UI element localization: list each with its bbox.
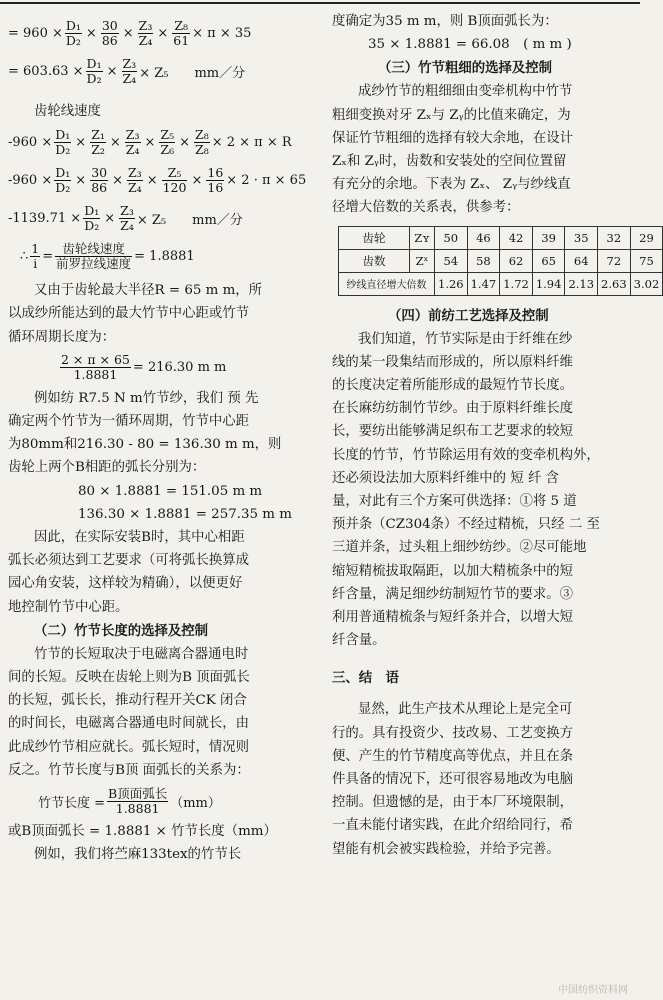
table-cell: 2.63 (598, 272, 631, 295)
gear-speed-label: 齿轮线速度 (34, 104, 101, 119)
table-cell: 54 (435, 249, 468, 272)
top-rule (0, 2, 640, 4)
text-line: 以成纱所能达到的最大竹节中心距或竹节 (8, 306, 250, 322)
text-line: 的长短，弧长长，推动行程开关CK 闭合 (8, 693, 247, 709)
text-line: 利用普通精梳条与短纤条并合，以增大短 (332, 610, 574, 626)
text-line: 预并条（CZ304条）不经过精梳，只经 二 至 (332, 517, 600, 533)
calc-line: 80 × 1.8881 = 151.05 m m (78, 483, 263, 499)
text-line: 长，要纺出能够满足织布工艺要求的较短 (332, 424, 574, 440)
table-cell: 1.94 (532, 272, 565, 295)
text-line: 弧长必须达到工艺要求（可将弧长换算成 (8, 553, 250, 569)
text-line: 又由于齿轮最大半径R = 65 m m，所 (34, 283, 263, 299)
table-cell: 39 (532, 226, 565, 249)
section-heading-3: （三）竹节粗细的选择及控制 (378, 60, 553, 77)
text-line: 纤含量，满足细纱纺制短竹节的要求。③ (332, 586, 574, 602)
section-heading-conclusion: 三、结 语 (332, 670, 399, 687)
paragraph-spinning (332, 328, 632, 653)
formula-line: 或B顶面弧长 = 1.8881 × 竹节长度（mm） (8, 824, 277, 840)
text-line: 在长麻纺纺制竹节纱。由于原料纤维长度 (332, 401, 574, 417)
table-cell: Zʏ (410, 226, 435, 249)
text-line: 长度的竹节，竹节除运用有效的变牵机构外， (332, 447, 600, 463)
table-cell: 1.26 (435, 272, 468, 295)
table-row (339, 249, 663, 272)
text-line: 的时间长，电磁离合器通电时间就长，由 (8, 716, 250, 732)
equation-1: = 960 × $\frac{\text{D₁}}{\text{D₂}}$ × $\frac{30}{86}$ × $\frac{\text{Z₃}}{\text{Z₄}}$ × $\frac{\text{Z₈}}{61}$ × π × 35 (8, 17, 252, 48)
paragraph-thickness (332, 80, 632, 219)
text-line: 园心角安装，这样较为精确），以便更好 (8, 576, 243, 592)
table-cell: 32 (598, 226, 631, 249)
text-line: 纤含量。 (332, 633, 386, 649)
text-line: 地控制竹节中心距。 (8, 599, 129, 615)
text-line: 此成纱竹节相应就长。弧长短时，情况则 (8, 739, 250, 755)
text-line: 行的。具有投资少、技改易、工艺变换方 (332, 725, 574, 741)
table-cell: 1.47 (467, 272, 500, 295)
table-cell: 齿数 (339, 249, 410, 272)
equation-5: -1139.71 × $\frac{\text{D₁}}{\text{D₂}}$ × $\frac{\text{Z₃}}{\text{Z₄}}$ × Z₅ mm／分 (8, 202, 243, 233)
table-cell: 64 (565, 249, 598, 272)
table-cell: 29 (630, 226, 663, 249)
table-cell: 3.02 (630, 272, 663, 295)
left-column (8, 14, 320, 1000)
text-line: 量，对此有三个方案可供选择：①将 5 道 (332, 494, 577, 510)
text-line: 例如纺 R7.5 N m竹节纱，我们 预 先 (34, 390, 259, 406)
text-line: 还必须设法加大原料纤维中的 短 纤 含 (332, 470, 560, 486)
calc-line: 136.30 × 1.8881 = 257.35 m m (78, 506, 292, 522)
paragraph-conclusion (332, 698, 632, 860)
table-cell: 72 (598, 249, 631, 272)
equation-6: $\frac{2 \times \pi \times 65}{1.8881}$ = 216.30 m m (61, 352, 227, 383)
text-line: 三道并条，过头粗上细纱纺纱。②尽可能地 (332, 540, 587, 556)
table-cell: 75 (630, 249, 663, 272)
table-cell: 65 (532, 249, 565, 272)
paragraph-radius (8, 279, 320, 349)
equation-ratio: ∴ $\frac{1}{i}$ = 齿轮线速度 前罗拉线速度 = 1.8881 (20, 240, 195, 271)
text-line: 因此，在实际安装B时，其中心相距 (34, 530, 245, 546)
paragraph-install (8, 526, 320, 619)
table-cell: 58 (467, 249, 500, 272)
text-line: 例如，我们将苎麻133tex的竹节长 (34, 847, 242, 863)
equation-4: -960 × $\frac{\text{D₁}}{\text{D₂}}$ × $\frac{30}{86}$ × $\frac{\text{Z₃}}{\text{Z₄}}$ × $\frac{\text{Z₅}}{120}$ × $\frac{16}{16}$ × 2 · π × 65 (8, 164, 307, 195)
text-line: 间的长短。反映在齿轮上则为B 顶面弧长 (8, 670, 250, 686)
text-line: 的长度决定着所能形成的最短竹节长度。 (332, 378, 574, 394)
table-cell: 50 (435, 226, 468, 249)
gear-ratio-table (338, 226, 663, 296)
text-line: 便、产生的竹节精度高等优点，并且在条 (332, 748, 574, 764)
text-line: 径增大倍数的关系表，供参考： (332, 200, 520, 216)
right-column (332, 10, 660, 1000)
text-line: 粗细变换对牙 Zₓ与 Zᵧ的比值来确定，为 (332, 107, 571, 123)
text-line: 成纱竹节的粗细细由变牵机构中竹节 (358, 84, 573, 100)
text-line: 线的某一段集结而形成的，所以原料纤维 (332, 354, 574, 370)
calc-line: 35 × 1.8881 = 66.08 ( m m ) (368, 37, 572, 53)
text-line: 有充分的余地。下表为 Zₓ、 Zᵧ与纱线直 (332, 177, 571, 193)
table-cell: 纱线直径增大倍数 (339, 272, 435, 295)
text-line: Zₓ和 Zᵧ时，齿数和安装处的空间位置留 (332, 154, 567, 170)
text-line: 反之。竹节长度与B顶 面弧长的关系为： (8, 762, 250, 778)
text-line: 竹节的长短取决于电磁离合器通电时 (34, 646, 249, 662)
paragraph-example (8, 387, 320, 526)
paragraph-length (8, 643, 320, 782)
table-cell: 62 (500, 249, 533, 272)
text-line: 显然，此生产技术从理论上是完全可 (358, 702, 573, 718)
text-line: 一直未能付诸实践，在此介绍给同行，希 (332, 818, 574, 834)
table-cell: 42 (500, 226, 533, 249)
equation-7: 竹节长度 = B顶面弧长 1.8881 （mm） (38, 785, 221, 816)
equation-3: -960 × $\frac{\text{D₁}}{\text{D₂}}$ × $\frac{\text{Z₁}}{\text{Z₂}}$ × $\frac{\text{Z₃}}{\text{Z₄}}$ × $\frac{\text{Z₅}}{\text{Z₆}}$ × $\frac{\text{Z₈}}{\text{Z₈}}$ × 2 × π × R (8, 126, 292, 157)
text-line: 齿轮上两个B相距的弧长分别为： (8, 460, 206, 476)
table-cell: 2.13 (565, 272, 598, 295)
text-line: 为80mm和216.30 - 80 = 136.30 m m，则 (8, 437, 282, 453)
text-line: 确定两个竹节为一循环周期，竹节中心距 (8, 414, 250, 430)
text-line: 我们知道，竹节实际是由于纤维在纱 (358, 331, 573, 347)
text-line: 保证竹节粗细的选择有较大余地，在设计 (332, 130, 574, 146)
text-line: 控制。但遗憾的是，由于本厂环境限制， (332, 795, 574, 811)
text-line: 望能有机会被实践检验，并给予完善。 (332, 841, 560, 857)
watermark-text: 中国纺织资料网 (558, 985, 628, 996)
text-line: 度确定为35 m m，则 B顶面弧长为： (332, 14, 558, 29)
text-line: 缩短精梳拔取隔距，以加大精梳条中的短 (332, 563, 574, 579)
text-line: 循环周期长度为： (8, 329, 116, 345)
section-heading-4: （四）前纺工艺选择及控制 (388, 307, 549, 324)
table-cell: 1.72 (500, 272, 533, 295)
table-cell: 46 (467, 226, 500, 249)
section-heading-2: （二）竹节长度的选择及控制 (34, 622, 209, 639)
table-row (339, 272, 663, 295)
table-row (339, 226, 663, 249)
table-cell: 齿轮 (339, 226, 410, 249)
equation-2: = 603.63 × $\frac{\text{D₁}}{\text{D₂}}$ × $\frac{\text{Z₃}}{\text{Z₄}}$ × Z₅ mm／分 (8, 55, 246, 86)
table-cell: Zˣ (410, 249, 435, 272)
text-line: 件具备的情况下，还可很容易地改为电脑 (332, 772, 574, 788)
table-cell: 35 (565, 226, 598, 249)
